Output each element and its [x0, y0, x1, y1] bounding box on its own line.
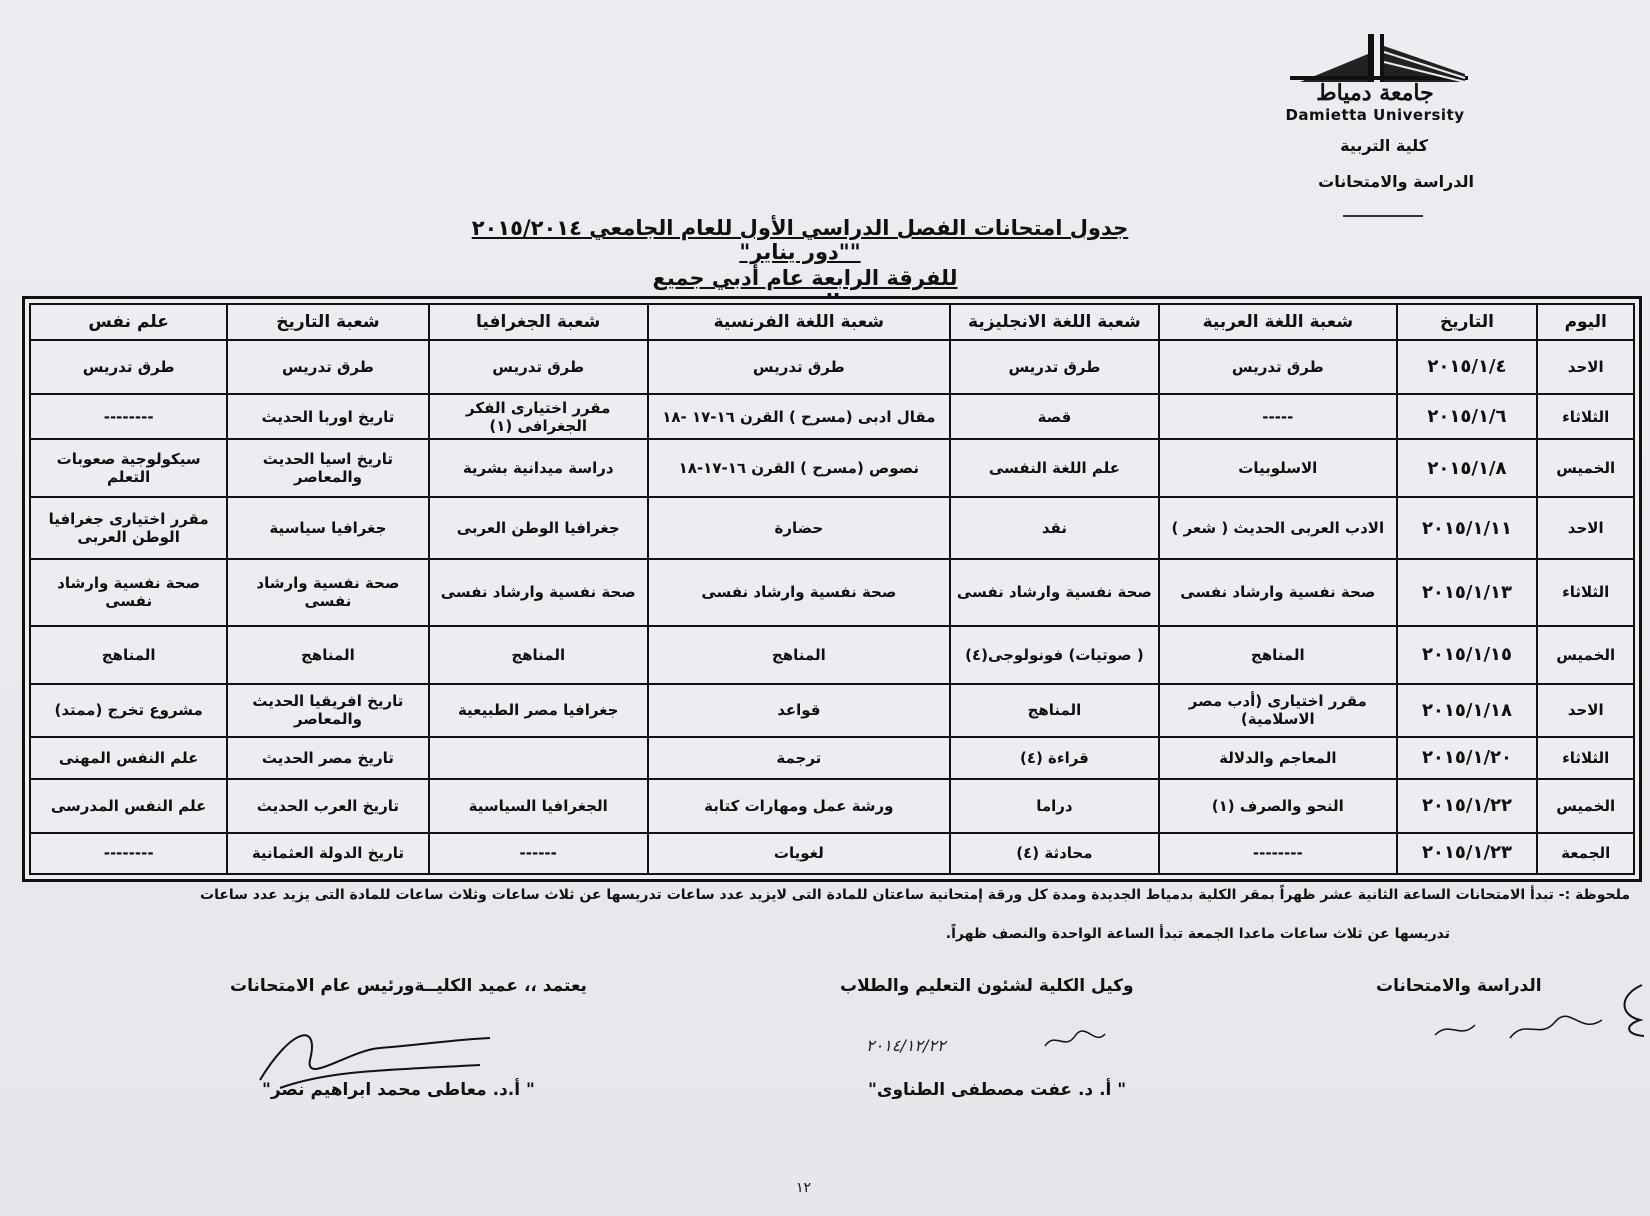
faculty-name: كلية التربية	[1340, 136, 1428, 155]
signature-dean-role: يعتمد ،، عميد الكليــةورئيس عام الامتحانات	[230, 976, 587, 996]
dean-signature-scribble-icon	[250, 1010, 510, 1100]
cell-geography: مقرر اختيارى الفكر الجغرافى (١)	[429, 394, 648, 440]
signature-vice-dean-name: " أ. د. عفت مصطفى الطناوى"	[868, 1080, 1127, 1100]
cell-geography: المناهج	[429, 626, 648, 684]
cell-day: الاحد	[1537, 497, 1634, 559]
cell-english: علم اللغة النفسى	[950, 439, 1159, 497]
cell-psychology: مقرر اختيارى جغرافيا الوطن العربى	[30, 497, 227, 559]
margin-mark-scribble-icon	[1614, 980, 1648, 1040]
cell-arabic: صحة نفسية وارشاد نفسى	[1159, 559, 1396, 625]
table-row	[30, 559, 1634, 625]
col-header-psychology: علم نفس	[30, 304, 227, 340]
cell-psychology: سيكولوجية صعوبات التعلم	[30, 439, 227, 497]
cell-day: الثلاثاء	[1537, 737, 1634, 778]
cell-geography: جغرافيا مصر الطبيعية	[429, 684, 648, 738]
signature-dean-name: " أ.د. معاطى محمد ابراهيم نصر"	[262, 1080, 535, 1100]
cell-history: تاريخ العرب الحديث	[227, 779, 428, 833]
cell-day: الخميس	[1537, 439, 1634, 497]
col-header-geography: شعبة الجغرافيا	[429, 304, 648, 340]
cell-history: جغرافيا سياسية	[227, 497, 428, 559]
cell-date: ٢٠١٥/١/٨	[1397, 439, 1538, 497]
university-emblem-icon	[1280, 32, 1470, 84]
table-body	[30, 340, 1634, 874]
cell-history: طرق تدريس	[227, 340, 428, 394]
cell-arabic: الادب العربى الحديث ( شعر )	[1159, 497, 1396, 559]
cell-psychology: طرق تدريس	[30, 340, 227, 394]
table-row	[30, 626, 1634, 684]
cell-day: الثلاثاء	[1537, 394, 1634, 440]
cell-date: ٢٠١٥/١/٦	[1397, 394, 1538, 440]
schedule-table	[29, 303, 1635, 875]
table-row	[30, 439, 1634, 497]
table-row	[30, 497, 1634, 559]
table-row	[30, 779, 1634, 833]
col-header-arabic: شعبة اللغة العربية	[1159, 304, 1396, 340]
note-line-2: تدريسها عن ثلاث ساعات ماعدا الجمعة تبدأ الساعة الواحدة والنصف ظهراً.	[945, 926, 1450, 942]
cell-english: صحة نفسية وارشاد نفسى	[950, 559, 1159, 625]
col-header-english: شعبة اللغة الانجليزية	[950, 304, 1159, 340]
schedule-table-frame	[22, 296, 1642, 882]
table-header-row	[30, 304, 1634, 340]
university-logo	[1275, 32, 1475, 124]
cell-french: قواعد	[648, 684, 950, 738]
signature-date: ٢٠١٤/١٢/٢٢	[866, 1036, 946, 1055]
cell-psychology: المناهج	[30, 626, 227, 684]
cell-arabic: المناهج	[1159, 626, 1396, 684]
page-number: ١٢	[796, 1180, 812, 1196]
exams-office-initials-scribble-icon	[1430, 1010, 1610, 1050]
cell-french: حضارة	[648, 497, 950, 559]
cell-french: نصوص (مسرح ) القرن ١٦-١٧-١٨	[648, 439, 950, 497]
cell-date: ٢٠١٥/١/٢٠	[1397, 737, 1538, 778]
cell-history: تاريخ الدولة العثمانية	[227, 833, 428, 874]
cell-french: المناهج	[648, 626, 950, 684]
cell-day: الخميس	[1537, 626, 1634, 684]
col-header-history: شعبة التاريخ	[227, 304, 428, 340]
cell-day: الجمعة	[1537, 833, 1634, 874]
cell-french: ورشة عمل ومهارات كتابة	[648, 779, 950, 833]
table-row	[30, 737, 1634, 778]
cell-english: ( صوتيات) فونولوجى(٤)	[950, 626, 1159, 684]
schedule-subtitle: للفرقة الرابعة عام أدبي جميع	[652, 266, 958, 290]
schedule-title: جدول امتحانات الفصل الدراسي الأول للعام الجامعي ٢٠١٥/٢٠١٤ ""دور يناير"	[471, 216, 1129, 264]
cell-date: ٢٠١٥/١/١١	[1397, 497, 1538, 559]
cell-english: نقد	[950, 497, 1159, 559]
cell-date: ٢٠١٥/١/١٥	[1397, 626, 1538, 684]
cell-date: ٢٠١٥/١/٢٢	[1397, 779, 1538, 833]
table-row	[30, 340, 1634, 394]
cell-english: محادثة (٤)	[950, 833, 1159, 874]
cell-geography: صحة نفسية وارشاد نفسى	[429, 559, 648, 625]
cell-history: تاريخ اوربا الحديث	[227, 394, 428, 440]
cell-english: دراما	[950, 779, 1159, 833]
cell-psychology: صحة نفسية وارشاد نفسى	[30, 559, 227, 625]
cell-geography	[429, 737, 648, 778]
table-row	[30, 684, 1634, 738]
cell-history: المناهج	[227, 626, 428, 684]
cell-french: صحة نفسية وارشاد نفسى	[648, 559, 950, 625]
cell-arabic: النحو والصرف (١)	[1159, 779, 1396, 833]
cell-psychology: --------	[30, 833, 227, 874]
cell-english: المناهج	[950, 684, 1159, 738]
header-divider	[1343, 215, 1423, 217]
cell-psychology: علم النفس المدرسى	[30, 779, 227, 833]
cell-arabic: -----	[1159, 394, 1396, 440]
signature-exams-office-role: الدراسة والامتحانات	[1376, 976, 1542, 996]
cell-geography: طرق تدريس	[429, 340, 648, 394]
cell-history: تاريخ مصر الحديث	[227, 737, 428, 778]
cell-english: طرق تدريس	[950, 340, 1159, 394]
cell-french: مقال ادبى (مسرح ) القرن ١٦-١٧ -١٨	[648, 394, 950, 440]
cell-english: قراءة (٤)	[950, 737, 1159, 778]
table-row	[30, 833, 1634, 874]
vice-dean-initials-scribble-icon	[1040, 1026, 1110, 1056]
university-name-arabic: جامعة دمياط	[1316, 80, 1434, 106]
cell-psychology: --------	[30, 394, 227, 440]
cell-history: تاريخ افريقيا الحديث والمعاصر	[227, 684, 428, 738]
cell-arabic: طرق تدريس	[1159, 340, 1396, 394]
cell-day: الاحد	[1537, 684, 1634, 738]
cell-day: الثلاثاء	[1537, 559, 1634, 625]
table-row	[30, 394, 1634, 440]
col-header-date: التاريخ	[1397, 304, 1538, 340]
cell-date: ٢٠١٥/١/٤	[1397, 340, 1538, 394]
cell-arabic: مقرر اختيارى (أدب مصر الاسلامية)	[1159, 684, 1396, 738]
department-name: الدراسة والامتحانات	[1318, 172, 1474, 191]
cell-french: طرق تدريس	[648, 340, 950, 394]
cell-psychology: مشروع تخرج (ممتد)	[30, 684, 227, 738]
cell-arabic: المعاجم والدلالة	[1159, 737, 1396, 778]
cell-date: ٢٠١٥/١/١٣	[1397, 559, 1538, 625]
cell-history: صحة نفسية وارشاد نفسى	[227, 559, 428, 625]
cell-geography: الجغرافيا السياسية	[429, 779, 648, 833]
cell-day: الاحد	[1537, 340, 1634, 394]
cell-geography: دراسة ميدانية بشرية	[429, 439, 648, 497]
signature-vice-dean-role: وكيل الكلية لشئون التعليم والطلاب	[840, 976, 1134, 996]
cell-date: ٢٠١٥/١/٢٣	[1397, 833, 1538, 874]
cell-date: ٢٠١٥/١/١٨	[1397, 684, 1538, 738]
cell-history: تاريخ اسيا الحديث والمعاصر	[227, 439, 428, 497]
cell-geography: جغرافيا الوطن العربى	[429, 497, 648, 559]
cell-day: الخميس	[1537, 779, 1634, 833]
cell-psychology: علم النفس المهنى	[30, 737, 227, 778]
cell-french: لغويات	[648, 833, 950, 874]
cell-geography: ------	[429, 833, 648, 874]
col-header-french: شعبة اللغة الفرنسية	[648, 304, 950, 340]
note-line-1: ملحوظة :- تبدأ الامتحانات الساعة الثانية عشر ظهراً بمقر الكلية بدمياط الجديدة ومدة كل ورقة إمتحانية ساعتان للمادة التى لايزيد عدد ساعات تدريسها عن ثلاث ساعات وثلاث ساعات للمادة التى يزيد عدد ساعات	[200, 887, 1630, 903]
university-name-english: Damietta University	[1285, 106, 1465, 124]
cell-arabic: --------	[1159, 833, 1396, 874]
cell-english: قصة	[950, 394, 1159, 440]
cell-arabic: الاسلوبيات	[1159, 439, 1396, 497]
col-header-day: اليوم	[1537, 304, 1634, 340]
cell-french: ترجمة	[648, 737, 950, 778]
